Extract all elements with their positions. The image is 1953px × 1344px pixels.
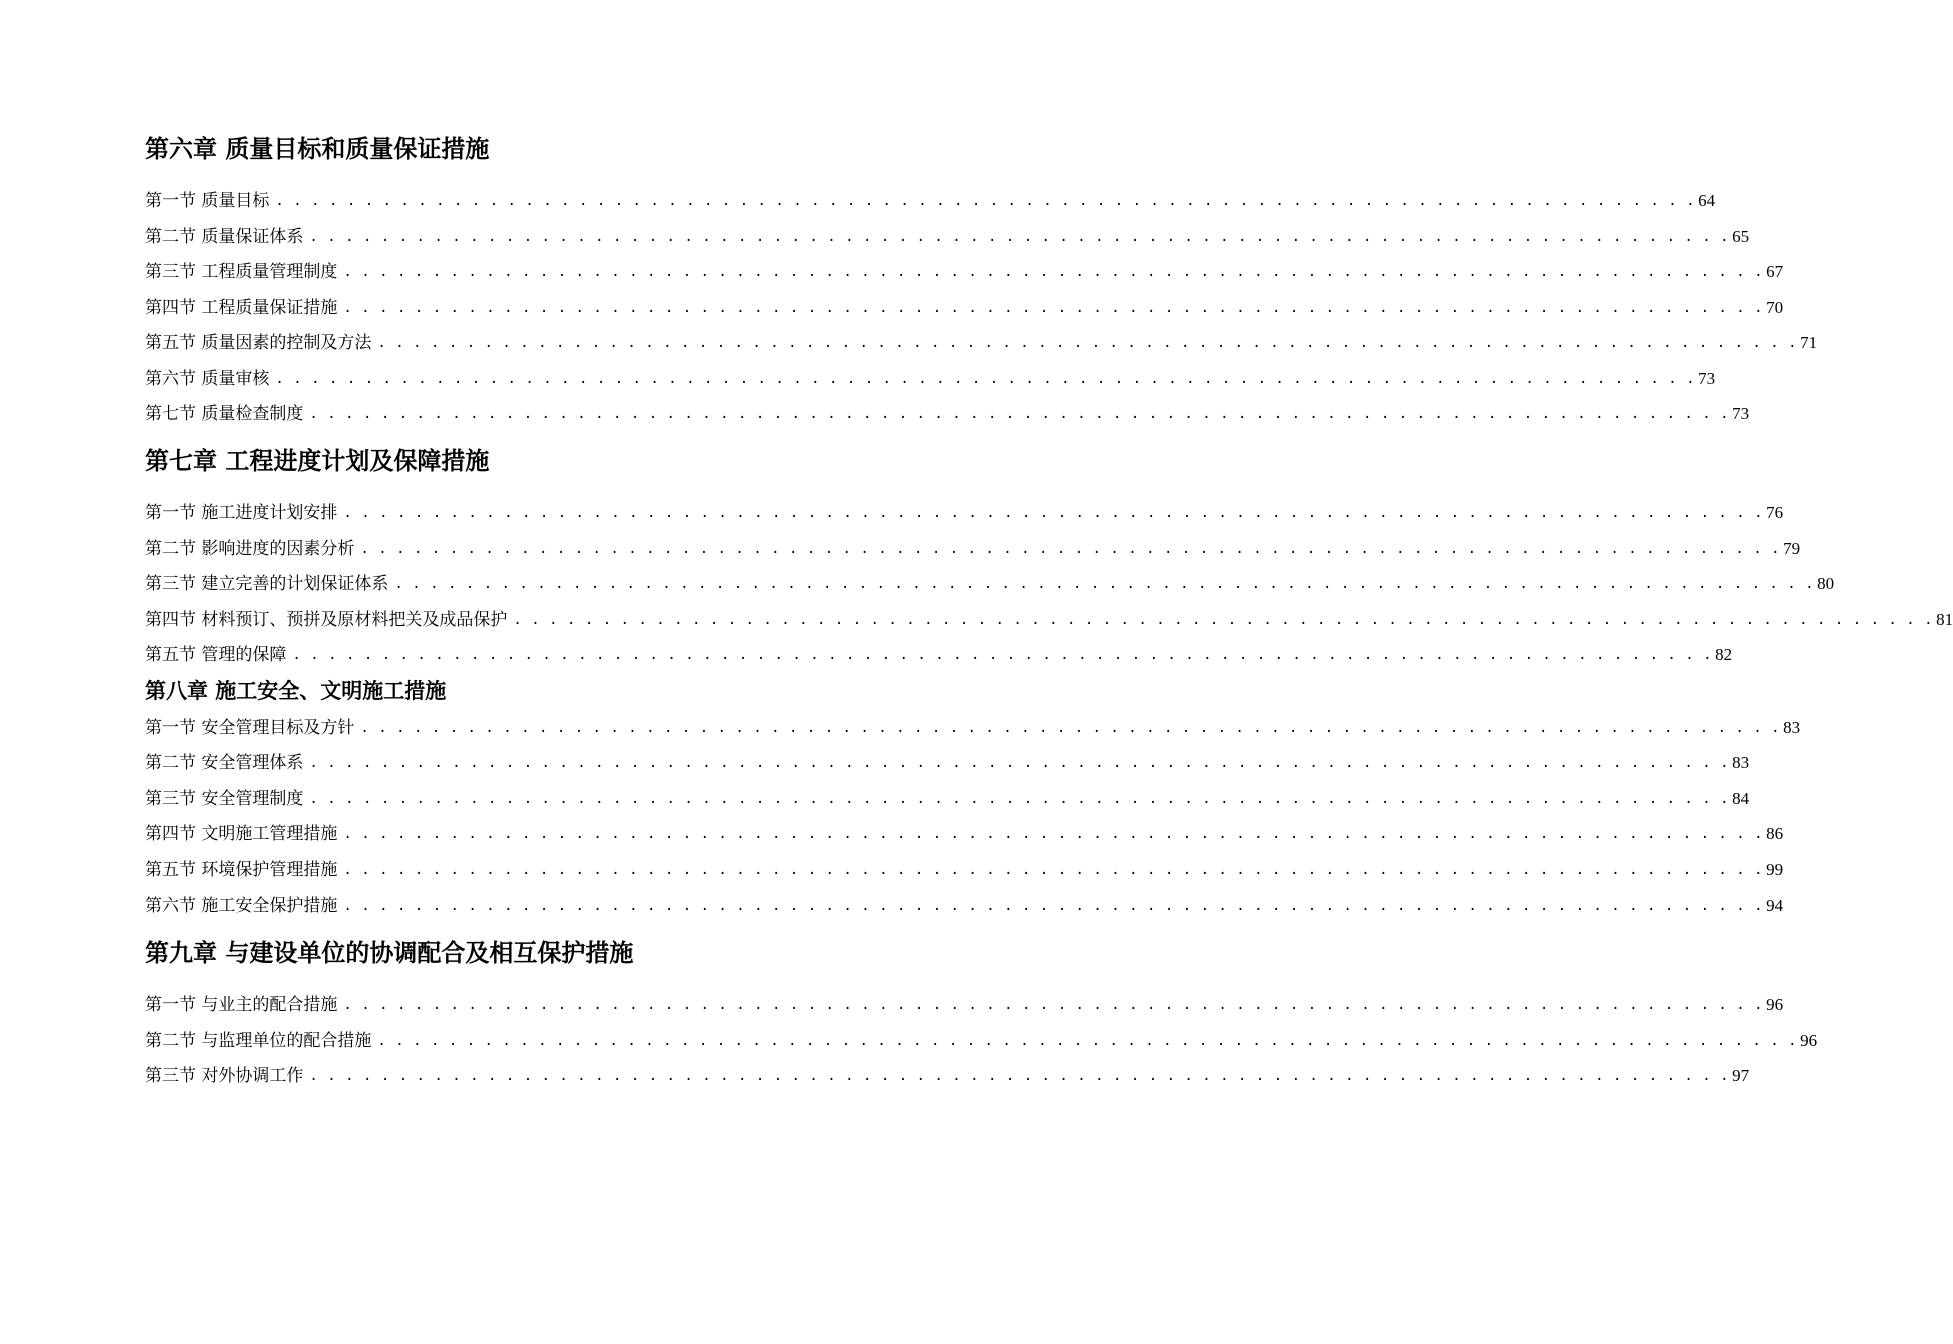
section-label: 第五节 环境保护管理措施	[145, 860, 338, 880]
dot-leader: . . . . . . . . . . . . . . . . . . . . . . . . . . . . . . . . . . . . . . . . . . . . . . . . . . . . . . . . . . . . . . . . . . . . . . . . . . . . . . . .	[275, 193, 1696, 209]
section-label: 第四节 工程质量保证措施	[145, 298, 338, 318]
page-number: 94	[1766, 896, 1784, 915]
toc-entry[interactable]	[145, 857, 1784, 881]
dot-leader: . . . . . . . . . . . . . . . . . . . . . . . . . . . . . . . . . . . . . . . . . . . . . . . . . . . . . . . . . . . . . . . . . . . . . . . . . . . . . . . .	[360, 720, 1781, 736]
page-number: 76	[1766, 503, 1784, 522]
section-label: 第二节 质量保证体系	[145, 227, 304, 247]
page-number: 65	[1732, 227, 1750, 246]
dot-leader: . . . . . . . . . . . . . . . . . . . . . . . . . . . . . . . . . . . . . . . . . . . . . . . . . . . . . . . . . . . . . . . . . . . . . . . . . . . . . . . .	[360, 541, 1781, 557]
toc-entry[interactable]	[145, 330, 1818, 354]
dot-leader: . . . . . . . . . . . . . . . . . . . . . . . . . . . . . . . . . . . . . . . . . . . . . . . . . . . . . . . . . . . . . . . . . . . . . . . . . . . . . . . .	[394, 576, 1815, 592]
toc-entry[interactable]	[145, 1063, 1750, 1087]
toc-entry[interactable]	[145, 607, 1953, 631]
dot-leader: . . . . . . . . . . . . . . . . . . . . . . . . . . . . . . . . . . . . . . . . . . . . . . . . . . . . . . . . . . . . . . . . . . . . . . . . . . . . . . . .	[309, 791, 1730, 807]
chapter-title: 第九章 与建设单位的协调配合及相互保护措施	[145, 938, 634, 967]
chapter-title: 第八章 施工安全、文明施工措施	[145, 678, 447, 703]
dot-leader: . . . . . . . . . . . . . . . . . . . . . . . . . . . . . . . . . . . . . . . . . . . . . . . . . . . . . . . . . . . . . . . . . . . . . . . . . . . . . . . .	[343, 300, 1764, 316]
page-number: 67	[1766, 262, 1784, 281]
toc-entry[interactable]	[145, 401, 1750, 425]
page-number: 96	[1766, 995, 1784, 1014]
section-label: 第二节 安全管理体系	[145, 753, 304, 773]
toc-entry[interactable]	[145, 893, 1784, 917]
dot-leader: . . . . . . . . . . . . . . . . . . . . . . . . . . . . . . . . . . . . . . . . . . . . . . . . . . . . . . . . . . . . . . . . . . . . . . . . . . . . . . . .	[343, 505, 1764, 521]
page-number: 73	[1732, 404, 1750, 423]
section-label: 第七节 质量检查制度	[145, 404, 304, 424]
toc-entry[interactable]	[145, 715, 1801, 739]
page-number: 70	[1766, 298, 1784, 317]
section-label: 第六节 质量审核	[145, 369, 270, 389]
toc-entry[interactable]	[145, 366, 1716, 390]
section-label: 第三节 建立完善的计划保证体系	[145, 574, 389, 594]
chapter-title: 第六章 质量目标和质量保证措施	[145, 134, 490, 163]
dot-leader: . . . . . . . . . . . . . . . . . . . . . . . . . . . . . . . . . . . . . . . . . . . . . . . . . . . . . . . . . . . . . . . . . . . . . . . . . . . . . . . .	[343, 898, 1764, 914]
dot-leader: . . . . . . . . . . . . . . . . . . . . . . . . . . . . . . . . . . . . . . . . . . . . . . . . . . . . . . . . . . . . . . . . . . . . . . . . . . . . . . . .	[309, 406, 1730, 422]
toc-entry[interactable]	[145, 1028, 1818, 1052]
toc-entry[interactable]	[145, 750, 1750, 774]
toc-entry[interactable]	[145, 500, 1784, 524]
page-number: 99	[1766, 860, 1784, 879]
section-label: 第六节 施工安全保护措施	[145, 896, 338, 916]
toc-entry[interactable]	[145, 188, 1716, 212]
toc-entry[interactable]	[145, 295, 1784, 319]
dot-leader: . . . . . . . . . . . . . . . . . . . . . . . . . . . . . . . . . . . . . . . . . . . . . . . . . . . . . . . . . . . . . . . . . . . . . . . . . . . . . . . .	[343, 997, 1764, 1013]
page-number: 86	[1766, 824, 1784, 843]
toc-entry[interactable]	[145, 992, 1784, 1016]
section-label: 第三节 对外协调工作	[145, 1066, 304, 1086]
section-label: 第三节 工程质量管理制度	[145, 262, 338, 282]
dot-leader: . . . . . . . . . . . . . . . . . . . . . . . . . . . . . . . . . . . . . . . . . . . . . . . . . . . . . . . . . . . . . . . . . . . . . . . . . . . . . . . .	[309, 755, 1730, 771]
toc-entry[interactable]	[145, 536, 1801, 560]
dot-leader: . . . . . . . . . . . . . . . . . . . . . . . . . . . . . . . . . . . . . . . . . . . . . . . . . . . . . . . . . . . . . . . . . . . . . . . . . . . . . . . .	[513, 612, 1934, 628]
page-number: 84	[1732, 789, 1750, 808]
dot-leader: . . . . . . . . . . . . . . . . . . . . . . . . . . . . . . . . . . . . . . . . . . . . . . . . . . . . . . . . . . . . . . . . . . . . . . . . . . . . . . . .	[292, 647, 1713, 663]
page-number: 97	[1732, 1066, 1750, 1085]
section-label: 第四节 材料预订、预拼及原材料把关及成品保护	[145, 610, 508, 630]
page-number: 73	[1698, 369, 1716, 388]
chapter-title: 第七章 工程进度计划及保障措施	[145, 446, 490, 475]
page-number: 96	[1800, 1031, 1818, 1050]
dot-leader: . . . . . . . . . . . . . . . . . . . . . . . . . . . . . . . . . . . . . . . . . . . . . . . . . . . . . . . . . . . . . . . . . . . . . . . . . . . . . . . .	[343, 862, 1764, 878]
page-number: 83	[1732, 753, 1750, 772]
page-number: 81	[1936, 610, 1953, 629]
dot-leader: . . . . . . . . . . . . . . . . . . . . . . . . . . . . . . . . . . . . . . . . . . . . . . . . . . . . . . . . . . . . . . . . . . . . . . . . . . . . . . . .	[377, 1033, 1798, 1049]
toc-entry[interactable]	[145, 786, 1750, 810]
page-number: 79	[1783, 539, 1801, 558]
dot-leader: . . . . . . . . . . . . . . . . . . . . . . . . . . . . . . . . . . . . . . . . . . . . . . . . . . . . . . . . . . . . . . . . . . . . . . . . . . . . . . . .	[275, 371, 1696, 387]
toc-entry[interactable]	[145, 821, 1784, 845]
dot-leader: . . . . . . . . . . . . . . . . . . . . . . . . . . . . . . . . . . . . . . . . . . . . . . . . . . . . . . . . . . . . . . . . . . . . . . . . . . . . . . . .	[343, 826, 1764, 842]
section-label: 第四节 文明施工管理措施	[145, 824, 338, 844]
section-label: 第三节 安全管理制度	[145, 789, 304, 809]
dot-leader: . . . . . . . . . . . . . . . . . . . . . . . . . . . . . . . . . . . . . . . . . . . . . . . . . . . . . . . . . . . . . . . . . . . . . . . . . . . . . . . .	[309, 229, 1730, 245]
page-number: 80	[1817, 574, 1835, 593]
section-label: 第五节 管理的保障	[145, 645, 287, 665]
toc-entry[interactable]	[145, 571, 1835, 595]
page-number: 82	[1715, 645, 1733, 664]
toc-entry[interactable]	[145, 642, 1733, 666]
toc-entry[interactable]	[145, 259, 1784, 283]
dot-leader: . . . . . . . . . . . . . . . . . . . . . . . . . . . . . . . . . . . . . . . . . . . . . . . . . . . . . . . . . . . . . . . . . . . . . . . . . . . . . . . .	[309, 1068, 1730, 1084]
section-label: 第二节 与监理单位的配合措施	[145, 1031, 372, 1051]
page-number: 83	[1783, 718, 1801, 737]
toc-entry[interactable]	[145, 224, 1750, 248]
page-number: 64	[1698, 191, 1716, 210]
section-label: 第一节 安全管理目标及方针	[145, 718, 355, 738]
section-label: 第一节 与业主的配合措施	[145, 995, 338, 1015]
page-number: 71	[1800, 333, 1818, 352]
section-label: 第二节 影响进度的因素分析	[145, 539, 355, 559]
section-label: 第一节 质量目标	[145, 191, 270, 211]
dot-leader: . . . . . . . . . . . . . . . . . . . . . . . . . . . . . . . . . . . . . . . . . . . . . . . . . . . . . . . . . . . . . . . . . . . . . . . . . . . . . . . .	[377, 335, 1798, 351]
dot-leader: . . . . . . . . . . . . . . . . . . . . . . . . . . . . . . . . . . . . . . . . . . . . . . . . . . . . . . . . . . . . . . . . . . . . . . . . . . . . . . . .	[343, 264, 1764, 280]
section-label: 第五节 质量因素的控制及方法	[145, 333, 372, 353]
section-label: 第一节 施工进度计划安排	[145, 503, 338, 523]
